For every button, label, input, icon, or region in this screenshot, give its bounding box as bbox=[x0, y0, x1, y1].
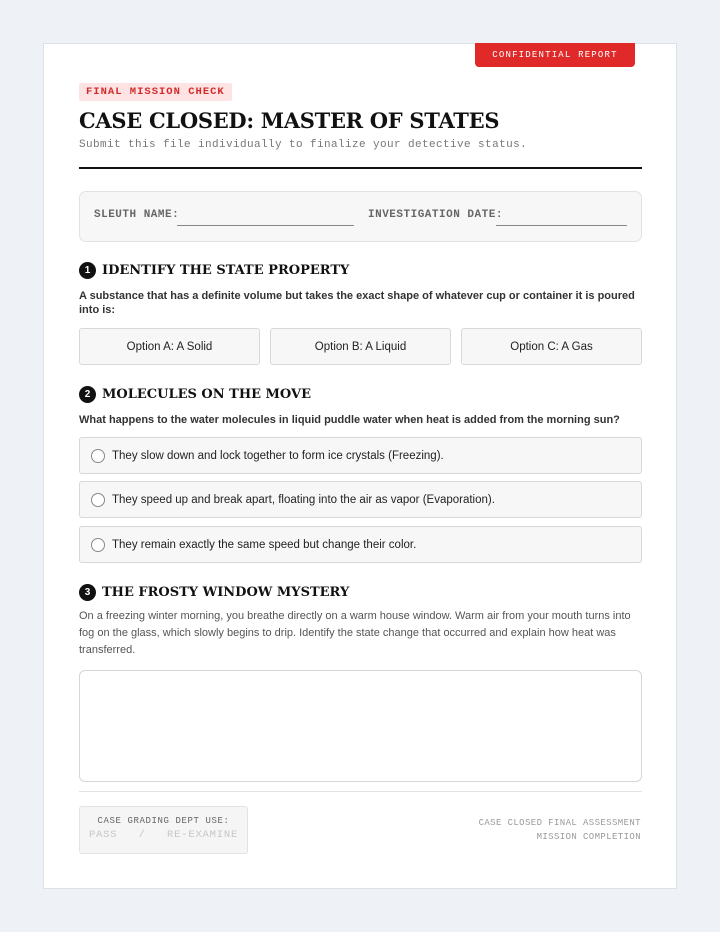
investigation-date-field[interactable] bbox=[496, 225, 627, 226]
answer-choice-label: They speed up and break apart, floating into the air as vapor (Evaporation). bbox=[112, 493, 495, 506]
sleuth-name-field[interactable] bbox=[177, 225, 354, 226]
radio-button[interactable] bbox=[91, 493, 105, 507]
page-subtitle: Submit this file individually to finalize your detective status. bbox=[79, 139, 528, 151]
grading-box bbox=[79, 806, 248, 854]
question-3-title: THE FROSTY WINDOW MYSTERY bbox=[102, 585, 350, 600]
worksheet-page bbox=[43, 43, 677, 889]
mission-badge: FINAL MISSION CHECK bbox=[79, 83, 232, 101]
footer-line-2: MISSION COMPLETION bbox=[536, 832, 641, 842]
footer-note bbox=[479, 816, 641, 844]
page-title: CASE CLOSED: MASTER OF STATES bbox=[79, 108, 500, 133]
question-2-number: 2 bbox=[79, 386, 96, 403]
question-2-text: What happens to the water molecules in liquid puddle water when heat is added from the morning sun? bbox=[79, 414, 620, 426]
answer-choice-1[interactable] bbox=[79, 437, 642, 474]
answer-choice-3[interactable] bbox=[79, 526, 642, 563]
written-answer-box[interactable] bbox=[79, 670, 642, 782]
question-3-number: 3 bbox=[79, 584, 96, 601]
confidential-tab: CONFIDENTIAL REPORT bbox=[475, 43, 635, 67]
header-divider bbox=[79, 167, 642, 169]
footer-divider bbox=[79, 791, 642, 792]
question-1-title: IDENTIFY THE STATE PROPERTY bbox=[102, 263, 350, 278]
question-1-header bbox=[79, 262, 349, 279]
answer-choice-label: They slow down and lock together to form ice crystals (Freezing). bbox=[112, 449, 444, 462]
question-3-text: On a freezing winter morning, you breathe directly on a warm house window. Warm air from your mouth turns into fog on the glass, which slowly begins to drip. Identify the state change that occurred and explain how heat was transferred. bbox=[79, 610, 631, 656]
question-1-text: A substance that has a definite volume but takes the exact shape of whatever cup or container it is poured into is: bbox=[79, 290, 635, 316]
question-3-header bbox=[79, 584, 349, 601]
question-2-title: MOLECULES ON THE MOVE bbox=[102, 387, 312, 402]
radio-button[interactable] bbox=[91, 538, 105, 552]
info-box bbox=[79, 191, 642, 242]
investigation-date-label: INVESTIGATION DATE: bbox=[368, 209, 503, 221]
answer-choice-2[interactable] bbox=[79, 481, 642, 518]
grading-label: CASE GRADING DEPT USE: bbox=[97, 816, 230, 826]
option-a-button[interactable]: Option A: A Solid bbox=[79, 328, 260, 365]
option-c-button[interactable]: Option C: A Gas bbox=[461, 328, 642, 365]
footer-line-1: CASE CLOSED FINAL ASSESSMENT bbox=[478, 818, 641, 828]
radio-button[interactable] bbox=[91, 449, 105, 463]
question-2-header bbox=[79, 386, 311, 403]
question-1-number: 1 bbox=[79, 262, 96, 279]
sleuth-name-label: SLEUTH NAME: bbox=[94, 209, 180, 221]
option-b-button[interactable]: Option B: A Liquid bbox=[270, 328, 451, 365]
answer-choice-label: They remain exactly the same speed but change their color. bbox=[112, 538, 417, 551]
grading-values: PASS / RE-EXAMINE bbox=[88, 829, 239, 841]
